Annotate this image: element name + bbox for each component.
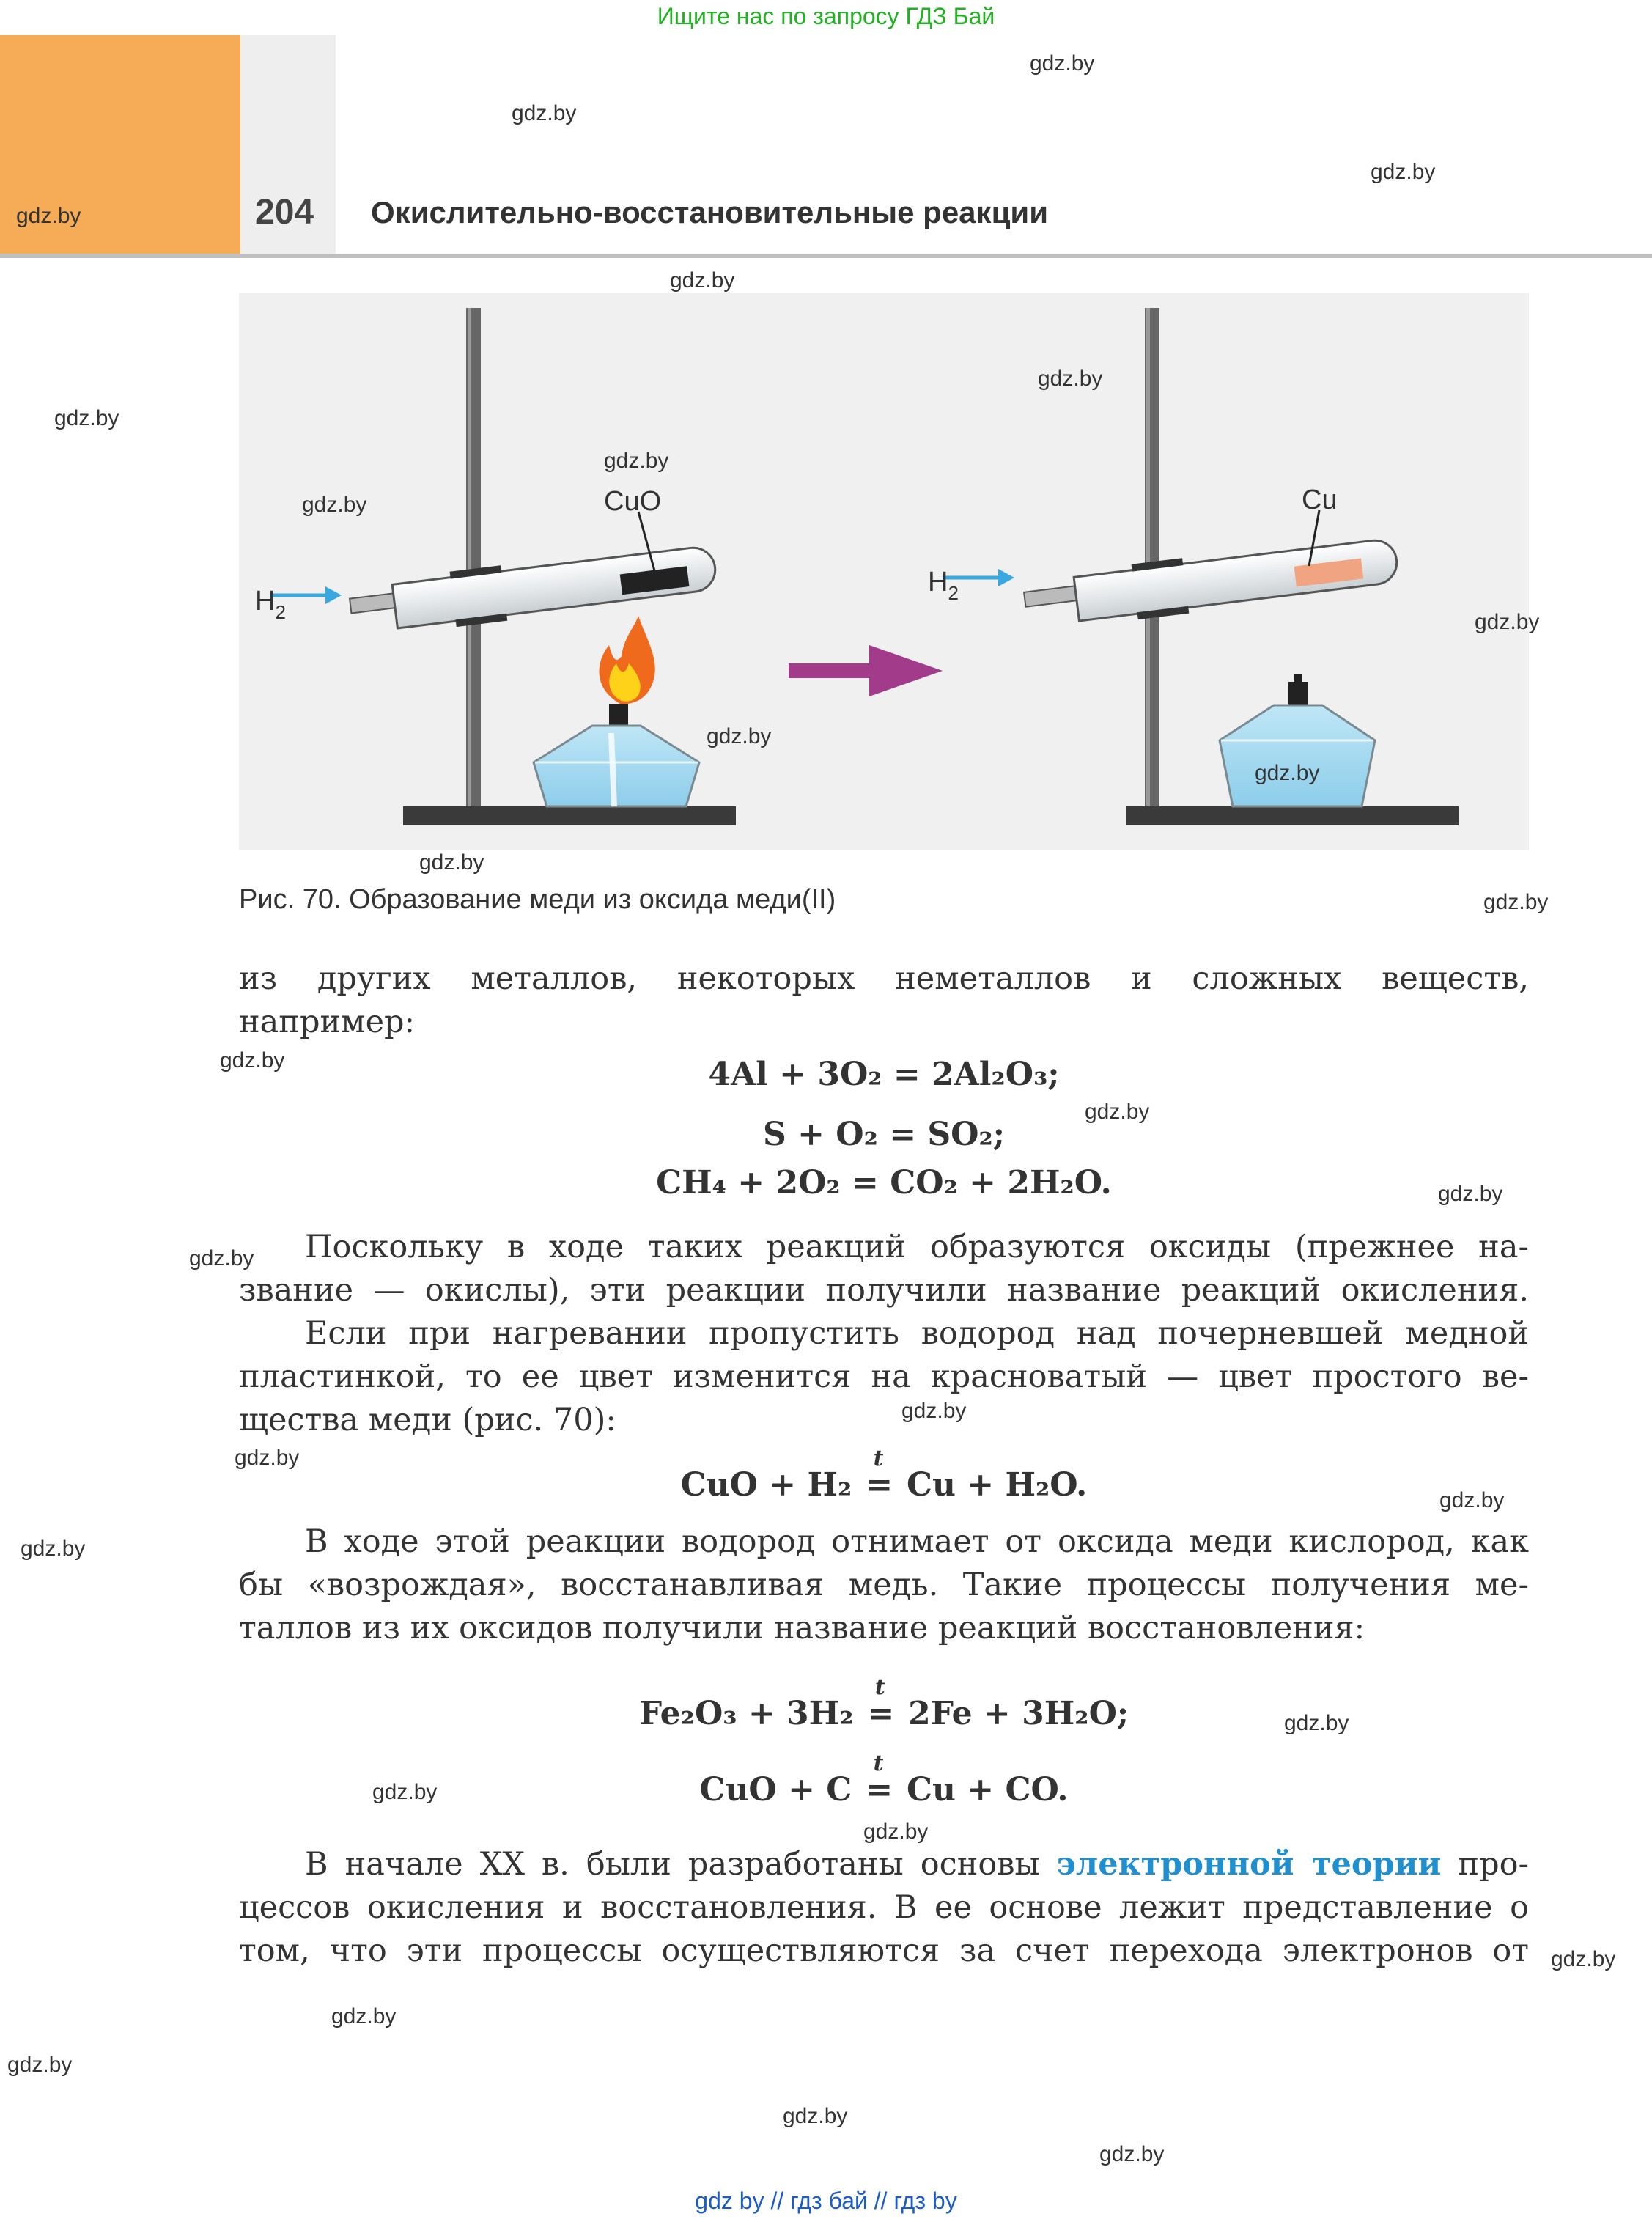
stand-base bbox=[1126, 806, 1459, 825]
top-banner[interactable]: Ищите нас по запросу ГДЗ Бай bbox=[657, 3, 995, 29]
watermark: gdz.by bbox=[1483, 890, 1549, 914]
footer-links[interactable]: gdz by // гдз бай // гдз by bbox=[695, 2188, 957, 2214]
watermark: gdz.by bbox=[331, 2004, 397, 2028]
watermark: gdz.by bbox=[512, 101, 577, 125]
paragraph-5: В начале XX в. были разработаны основы электронной теории про- цессов окисления и восстановления. В ее основе лежит представление о том, что эти процессы осуществляются за счет перехода электронов от bbox=[239, 1846, 1530, 1969]
right-apparatus bbox=[928, 308, 1459, 825]
watermark: gdz.by bbox=[1038, 367, 1103, 391]
watermark: gdz.by bbox=[1030, 51, 1095, 76]
spirit-lamp bbox=[1220, 674, 1375, 806]
watermark: gdz.by bbox=[1438, 1182, 1503, 1206]
paragraph-1: из других металлов, некоторых неметаллов и сложных веществ, например: bbox=[239, 960, 1529, 1040]
watermark: gdz.by bbox=[302, 493, 367, 517]
equation-1: 4Al + 3O₂ = 2Al₂O₃; bbox=[708, 1056, 1060, 1093]
figure-caption: Рис. 70. Образование меди из оксида меди(II) bbox=[239, 884, 836, 915]
watermark: gdz.by bbox=[372, 1780, 438, 1804]
watermark: gdz.by bbox=[1371, 160, 1436, 184]
watermark: gdz.by bbox=[670, 268, 735, 293]
term-electronic-theory: электронной теории bbox=[1056, 1846, 1442, 1883]
watermark: gdz.by bbox=[707, 724, 772, 748]
svg-text:H2: $H_2$ bbox=[255, 586, 286, 623]
equation-4: CuO + H₂ = t Cu + H₂O. bbox=[680, 1446, 1088, 1504]
watermark: gdz.by bbox=[1439, 1488, 1505, 1512]
equation-2: S + O₂ = SO₂; bbox=[763, 1116, 1005, 1153]
watermark: gdz.by bbox=[16, 204, 81, 228]
watermark: gdz.by bbox=[1255, 761, 1320, 785]
watermark: gdz.by bbox=[419, 850, 484, 875]
watermark: gdz.by bbox=[220, 1048, 285, 1073]
watermark: gdz.by bbox=[7, 2053, 73, 2077]
equation-5: Fe₂O₃ + 3H₂ = t 2Fe + 3H₂O; bbox=[638, 1674, 1129, 1732]
watermark: gdz.by bbox=[235, 1446, 300, 1470]
watermark: gdz.by bbox=[54, 406, 119, 430]
chapter-title: Окислительно-восстановительные реакции bbox=[371, 195, 1049, 229]
watermark: gdz.by bbox=[783, 2104, 848, 2128]
spirit-lamp bbox=[534, 704, 699, 806]
paragraph-2: Поскольку в ходе таких реакций образуются оксиды (прежнее на- звание — окислы), эти реакции получили название реакций окисления. bbox=[239, 1229, 1529, 1309]
watermark: gdz.by bbox=[1475, 610, 1540, 634]
page-number: 204 bbox=[255, 193, 314, 232]
equation-6: CuO + C = t Cu + CO. bbox=[699, 1751, 1069, 1809]
test-tube bbox=[1022, 532, 1400, 633]
equation-3: CH₄ + 2O₂ = CO₂ + 2H₂O. bbox=[656, 1164, 1112, 1202]
paragraph-3: Если при нагревании пропустить водород над почерневшей медной пластинкой, то ее цвет изменится на красноватый — цвет простого ве- щества меди (рис. 70): bbox=[239, 1315, 1529, 1438]
h2-label-left: H bbox=[255, 586, 276, 617]
watermark: gdz.by bbox=[863, 1820, 929, 1844]
watermark: gdz.by bbox=[1284, 1711, 1349, 1735]
stand-base bbox=[403, 806, 736, 825]
svg-text:H2: $H_2$ bbox=[928, 567, 959, 604]
watermark: gdz.by bbox=[21, 1537, 86, 1561]
watermark: gdz.by bbox=[901, 1399, 967, 1423]
test-tube bbox=[348, 540, 719, 639]
transition-arrow bbox=[789, 645, 943, 696]
left-apparatus bbox=[255, 308, 736, 825]
header-divider bbox=[0, 254, 1652, 258]
figure-70-illustration bbox=[239, 293, 1529, 850]
cu-label: Cu bbox=[1302, 485, 1338, 515]
watermark: gdz.by bbox=[1551, 1947, 1616, 1971]
cuo-label: CuO bbox=[604, 486, 662, 517]
flame-icon bbox=[599, 616, 654, 704]
watermark: gdz.by bbox=[189, 1246, 254, 1270]
watermark: gdz.by bbox=[1085, 1100, 1150, 1124]
h2-label-right: H bbox=[928, 567, 948, 597]
watermark: gdz.by bbox=[604, 449, 669, 473]
watermark: gdz.by bbox=[1099, 2142, 1165, 2166]
paragraph-4: В ходе этой реакции водород отнимает от оксида меди кислород, как бы «возрождая», восстанавливая медь. Такие процессы получения ме- таллов из их оксидов получили название реакций восстановления: bbox=[239, 1523, 1529, 1647]
